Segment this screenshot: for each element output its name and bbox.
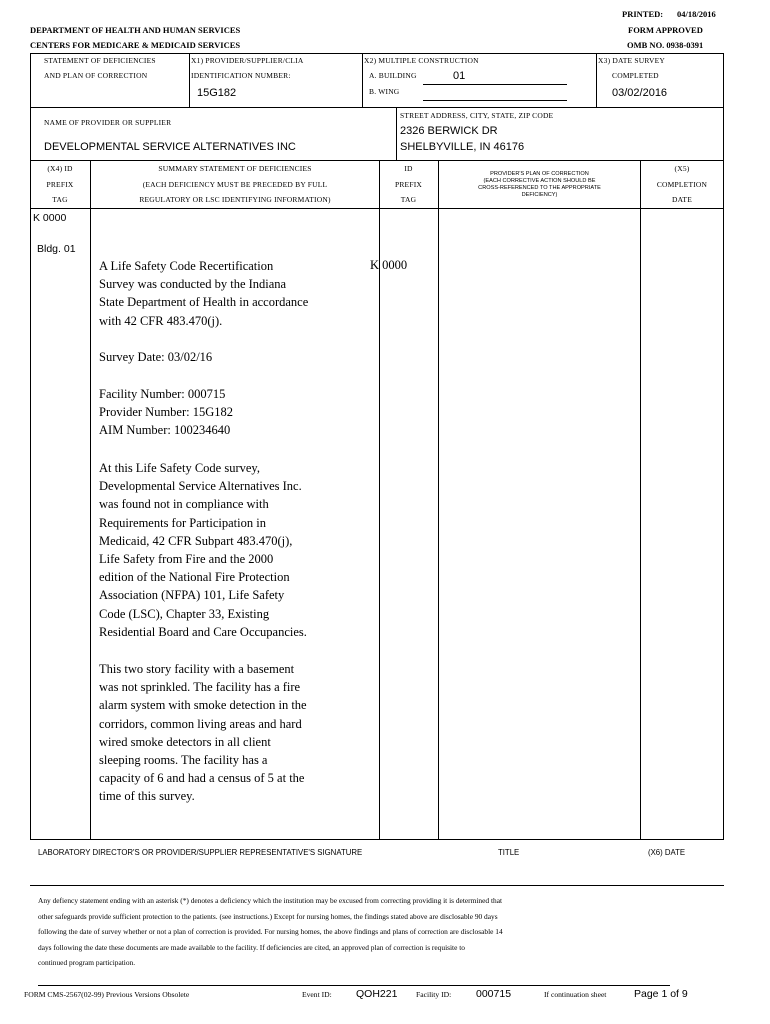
provider-name: DEVELOPMENTAL SERVICE ALTERNATIVES INC — [44, 141, 296, 153]
id-header-3: TAG — [400, 195, 417, 204]
building-label: A. BUILDING — [369, 71, 417, 80]
page-number: Page 1 of 9 — [634, 988, 688, 1000]
summary-header-1: SUMMARY STATEMENT OF DEFICIENCIES — [158, 164, 312, 173]
plan-header-3: CROSS-REFERENCED TO THE APPROPRIATE — [478, 185, 601, 191]
plan-label: AND PLAN OF CORRECTION — [44, 71, 148, 80]
x5-header-2: COMPLETION — [656, 180, 708, 189]
building-value: 01 — [453, 70, 466, 82]
x4-header-1: (X4) ID — [47, 164, 73, 173]
prefix-tag: K 0000 — [33, 212, 67, 224]
plan-header-1: PROVIDER'S PLAN OF CORRECTION — [490, 171, 589, 177]
x5-header-3: DATE — [672, 195, 692, 204]
wing-label: B. WING — [369, 87, 400, 96]
event-id-value: QOH221 — [356, 988, 398, 1000]
id-header-2: PREFIX — [394, 180, 423, 189]
disclaimer — [38, 893, 718, 971]
summary-paragraph-3: Facility Number: 000715 Provider Number: 15G182 AIM Number: 100234640 — [99, 387, 234, 438]
x1-label-2: IDENTIFICATION NUMBER: — [191, 71, 291, 80]
date-label: (X6) DATE — [648, 848, 686, 857]
omb-number: OMB NO. 0938-0391 — [627, 40, 704, 50]
form-approved: FORM APPROVED — [628, 25, 703, 35]
address-line-1: 2326 BERWICK DR — [400, 125, 498, 137]
disclaimer-line-3: following the date of survey whether or not a plan of correction is provided. For nursing homes, the above findings and plans of correction are disclosable 14 — [38, 927, 503, 936]
x4-header-2: PREFIX — [46, 180, 74, 189]
plan-header-4: DEFICIENCY) — [521, 192, 558, 198]
form-number: FORM CMS-2567(02-99) Previous Versions Obsolete — [24, 990, 190, 999]
building-tag: Bldg. 01 — [37, 243, 76, 255]
x3-label: X3) DATE SURVEY — [598, 56, 665, 65]
summary-paragraph-5: This two story facility with a basement was not sprinkled. The facility has a fire alarm system with smoke detection in the corridors, common living areas and hard wired smoke detectors in all client sleeping rooms. The facility has a capacity of 6 and had a census of 5 at the time of this survey. — [99, 662, 307, 804]
disclaimer-line-1: Any defiency statement ending with an asterisk (*) denotes a deficiency which the institution may be excused from correcting providing it is determined that — [38, 896, 503, 905]
x3-label-2: COMPLETED — [612, 71, 659, 80]
event-id-label: Event ID: — [302, 990, 332, 999]
statement-label: STATEMENT OF DEFICIENCIES — [44, 56, 156, 65]
signature-label: LABORATORY DIRECTOR'S OR PROVIDER/SUPPLIER REPRESENTATIVE'S SIGNATURE — [38, 848, 363, 857]
plan-header — [439, 171, 640, 199]
x5-header-1: (X5) — [674, 164, 690, 173]
continuation-label: If continuation sheet — [544, 990, 607, 999]
plan-header-2: (EACH CORRECTIVE ACTION SHOULD BE — [483, 178, 596, 184]
department-title: DEPARTMENT OF HEALTH AND HUMAN SERVICES — [30, 25, 241, 35]
printed-date: 04/18/2016 — [677, 9, 716, 19]
provider-id-value: 15G182 — [197, 87, 237, 99]
summary-paragraph-1: A Life Safety Code Recertification Survey was conducted by the Indiana State Department of Health in accordance with 42 CFR 483.470(j). — [99, 259, 309, 328]
disclaimer-line-5: continued program participation. — [38, 958, 136, 967]
survey-date-value: 03/02/2016 — [612, 87, 668, 99]
provider-name-label: NAME OF PROVIDER OR SUPPLIER — [44, 118, 172, 127]
facility-id-value: 000715 — [476, 988, 512, 1000]
summary-header-3: REGULATORY OR LSC IDENTIFYING INFORMATION) — [139, 195, 331, 204]
x1-label: X1) PROVIDER/SUPPLIER/CLIA — [191, 56, 304, 65]
facility-id-label: Facility ID: — [416, 990, 452, 999]
disclaimer-line-2: other safeguards provide sufficient protection to the patients. (see instructions.) Except for nursing homes, the findings stated above are disclosable 90 days — [38, 911, 498, 921]
address-label: STREET ADDRESS, CITY, STATE, ZIP CODE — [400, 111, 554, 120]
title-label: TITLE — [498, 848, 520, 857]
x2-label: X2) MULTIPLE CONSTRUCTION — [364, 56, 479, 65]
summary-paragraph-2: Survey Date: 03/02/16 — [99, 350, 213, 364]
printed-label: PRINTED: — [622, 9, 664, 19]
summary-header-2: (EACH DEFICIENCY MUST BE PRECEDED BY FULL — [142, 180, 328, 189]
address-line-2: SHELBYVILLE, IN 46176 — [400, 141, 525, 153]
summary-paragraph-4: At this Life Safety Code survey, Developmental Service Alternatives Inc. was found not in compliance with Requirements for Participation in Medicaid, 42 CFR Subpart 483.470(j), Life Safety from Fire and the 2000 edition of the National Fire Protection Association (NFPA) 101, Life Safety Code (LSC), Chapter 33, Existing Residential Board and Care Occupancies. — [99, 461, 307, 639]
disclaimer-line-4: days following the date these documents are made available to the facility. If deficiencies are cited, an approved plan of correction is requisite to — [38, 942, 465, 952]
id-header-1: ID — [404, 164, 413, 173]
x4-header-3: TAG — [52, 195, 68, 204]
id-prefix-tag: K 0000 — [370, 258, 408, 272]
centers-title: CENTERS FOR MEDICARE & MEDICAID SERVICES — [30, 40, 241, 50]
